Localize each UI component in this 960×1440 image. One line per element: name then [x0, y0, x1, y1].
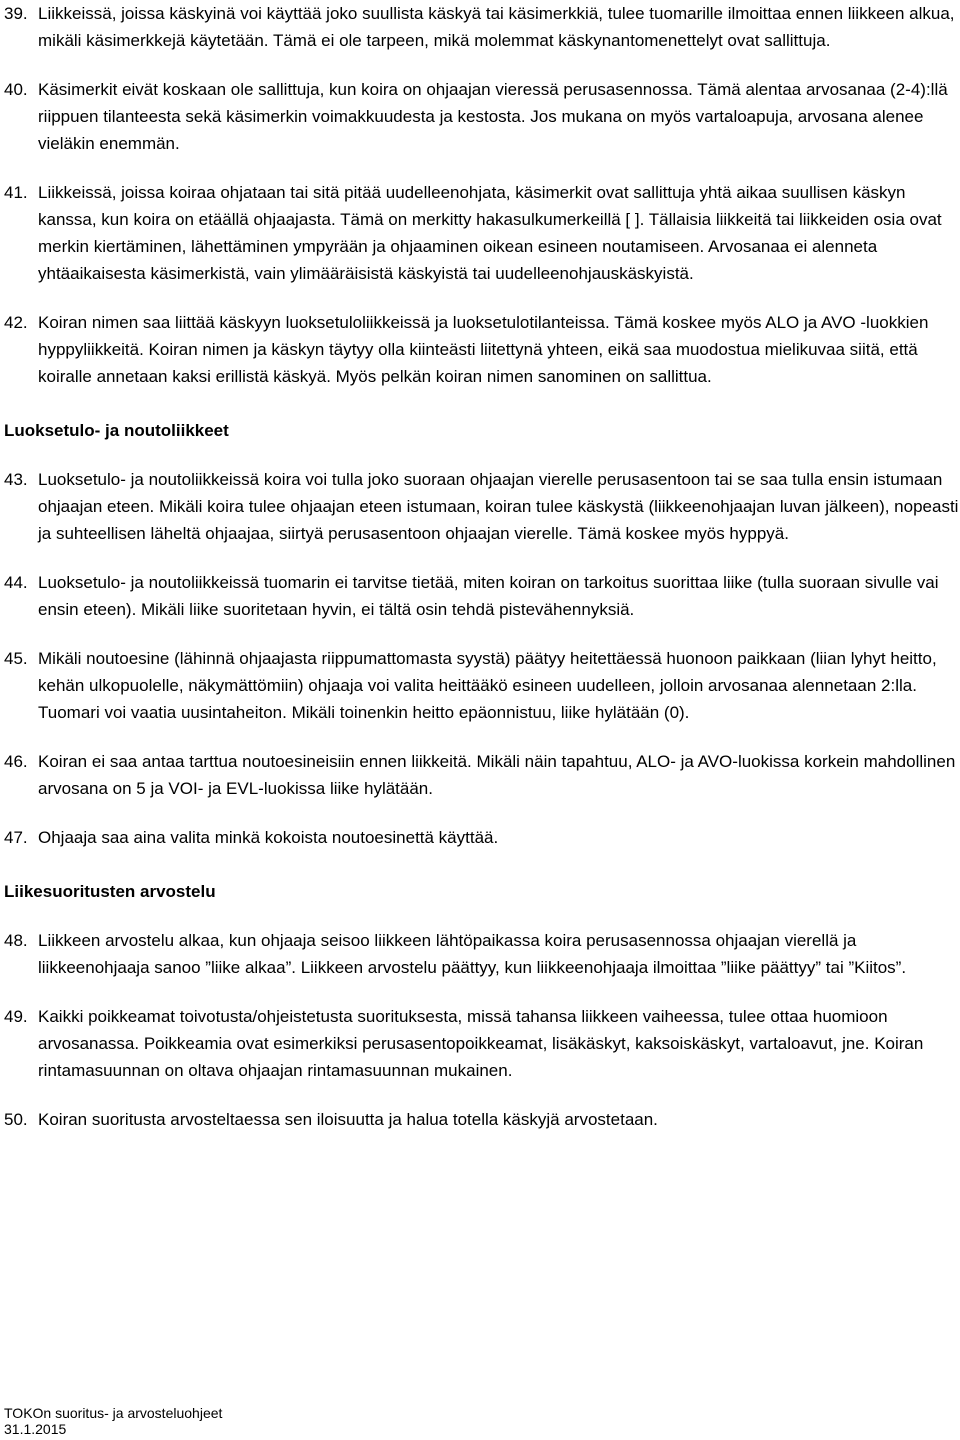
paragraph-text: Koiran suoritusta arvosteltaessa sen iloisuutta ja halua totella käskyjä arvostetaan.	[38, 1110, 658, 1129]
paragraph-text: Liikkeen arvostelu alkaa, kun ohjaaja seisoo liikkeen lähtöpaikassa koira perusasennossa ohjaajan vierellä ja liikkeenohjaaja sanoo ”liike alkaa”. Liikkeen arvostelu päättyy, kun liikkeenohjaaja ilmoittaa ”liike päättyy” tai ”Kiitos”.	[38, 931, 907, 977]
paragraph-40	[4, 76, 960, 157]
paragraph-42	[4, 309, 960, 390]
paragraph-number: 45.	[4, 649, 28, 668]
paragraph-text: Koiran ei saa antaa tarttua noutoesineisiin ennen liikkeitä. Mikäli näin tapahtuu, ALO- ja AVO-luokissa korkein mahdollinen arvosana on 5 ja VOI- ja EVL-luokissa liike hylätään.	[38, 752, 956, 798]
paragraph-number: 46.	[4, 752, 28, 771]
paragraph-text: Koiran nimen saa liittää käskyyn luoksetuloliikkeissä ja luoksetulotilanteissa. Tämä koskee myös ALO ja AVO -luokkien hyppyliikkeitä. Koiran nimen ja käskyn täytyy olla kiinteästi liitettynä yhteen, eikä saa muodostua mielikuvaa siitä, että koiralle annetaan kaksi erillistä käskyä. Myös pelkän koiran nimen sanominen on sallittua.	[38, 313, 929, 386]
paragraph-text: Luoksetulo- ja noutoliikkeissä koira voi tulla joko suoraan ohjaajan vierelle perusasentoon tai se saa tulla ensin istumaan ohjaajan eteen. Mikäli koira tulee ohjaajan eteen istumaan, koiran tulee käskystä (liikkeenohjaajan luvan jälkeen), nopeasti ja suhteellisen läheltä ohjaajaa, siirtyä perusasentoon ohjaajan vierelle. Tämä koskee myös hyppyä.	[38, 470, 959, 543]
footer-date: 31.1.2015	[4, 1421, 67, 1437]
paragraph-text: Liikkeissä, joissa koiraa ohjataan tai sitä pitää uudelleenohjata, käsimerkit ovat sallittuja yhtä aikaa suullisen käskyn kanssa, kun koira on etäällä ohjaajasta. Tämä on merkitty hakasulkumerkeillä [ ]. Tällaisia liikkeitä tai liikkeiden osia ovat merkin kiertäminen, lähettäminen ympyrään ja ohjaaminen oikean esineen noutamiseen. Arvosanaa ei alenneta yhtäaikaisesta käsimerkistä, vain ylimääräisistä käskyistä tai uudelleenohjauskäskyistä.	[38, 183, 942, 283]
paragraph-45	[4, 645, 960, 726]
paragraph-49	[4, 1003, 960, 1084]
footer-title: TOKOn suoritus- ja arvosteluohjeet	[4, 1405, 223, 1421]
paragraph-41	[4, 179, 960, 287]
paragraph-50	[4, 1106, 960, 1133]
paragraph-46	[4, 748, 960, 802]
paragraph-number: 49.	[4, 1007, 28, 1026]
section-heading-recall-retrieve: Luoksetulo- ja noutoliikkeet	[4, 421, 229, 440]
paragraph-number: 42.	[4, 313, 28, 332]
paragraph-number: 47.	[4, 828, 28, 847]
document-page	[4, 0, 960, 1133]
page-footer	[4, 1405, 222, 1437]
paragraph-43	[4, 466, 960, 547]
paragraph-number: 41.	[4, 183, 28, 202]
paragraph-text: Luoksetulo- ja noutoliikkeissä tuomarin ei tarvitse tietää, miten koiran on tarkoitus suorittaa liike (tulla suoraan sivulle vai ensin eteen). Mikäli liike suoritetaan hyvin, ei tältä osin tehdä pistevähennyksiä.	[38, 573, 939, 619]
paragraph-text: Mikäli noutoesine (lähinnä ohjaajasta riippumattomasta syystä) päätyy heitettäessä huonoon paikkaan (liian lyhyt heitto, kehän ulkopuolelle, näkymättömiin) ohjaaja voi valita heittääkö esineen uudelleen, jolloin arvosanaa alennetaan 2:lla. Tuomari voi vaatia uusintaheiton. Mikäli toinenkin heitto epäonnistuu, liike hylätään (0).	[38, 649, 937, 722]
paragraph-text: Käsimerkit eivät koskaan ole sallittuja, kun koira on ohjaajan vieressä perusasennossa. Tämä alentaa arvosanaa (2-4):llä riippuen tilanteesta sekä käsimerkin voimakkuudesta ja kestosta. Jos mukana on myös vartaloapuja, arvosana alenee vieläkin enemmän.	[38, 80, 948, 153]
paragraph-44	[4, 569, 960, 623]
paragraph-48	[4, 927, 960, 981]
paragraph-39	[4, 0, 960, 54]
paragraph-number: 40.	[4, 80, 28, 99]
paragraph-number: 44.	[4, 573, 28, 592]
paragraph-number: 50.	[4, 1110, 28, 1129]
paragraph-text: Liikkeissä, joissa käskyinä voi käyttää joko suullista käskyä tai käsimerkkiä, tulee tuomarille ilmoittaa ennen liikkeen alkua, mikäli käsimerkkejä käytetään. Tämä ei ole tarpeen, mikä molemmat käskynantomenettelyt ovat sallittuja.	[38, 4, 955, 50]
paragraph-47	[4, 824, 960, 851]
paragraph-number: 43.	[4, 470, 28, 489]
paragraph-number: 39.	[4, 4, 28, 23]
section-heading-evaluation: Liikesuoritusten arvostelu	[4, 882, 216, 901]
paragraph-text: Ohjaaja saa aina valita minkä kokoista noutoesinettä käyttää.	[38, 828, 499, 847]
paragraph-text: Kaikki poikkeamat toivotusta/ohjeistetusta suorituksesta, missä tahansa liikkeen vaiheessa, tulee ottaa huomioon arvosanassa. Poikkeamia ovat esimerkiksi perusasentopoikkeamat, lisäkäskyt, kaksoiskäskyt, vartaloavut, jne. Koiran rintamasuunnan on oltava ohjaajan rintamasuunnan mukainen.	[38, 1007, 924, 1080]
paragraph-number: 48.	[4, 931, 28, 950]
